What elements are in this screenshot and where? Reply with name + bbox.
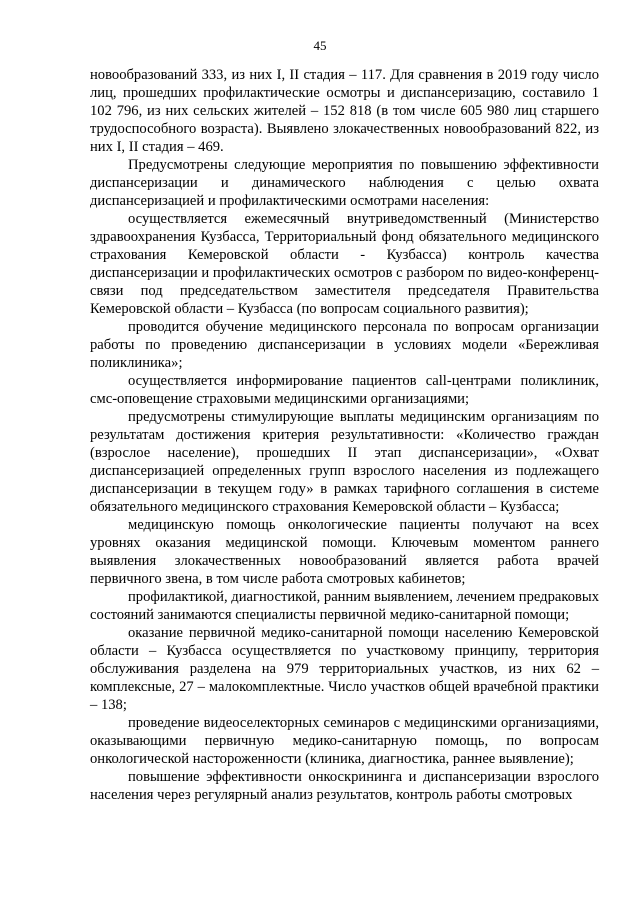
paragraph: проведение видеоселекторных семинаров с медицинскими организациями, оказывающими первичную медико-санитарную помощь, по вопросам онкологической настороженности (клиника, диагностика, раннее выявление); — [90, 715, 599, 767]
paragraph: повышение эффективности онкоскрининга и диспансеризации взрослого населения через регулярный анализ результатов, контроль работы смотровых — [90, 769, 599, 803]
paragraph: предусмотрены стимулирующие выплаты медицинским организациям по результатам достижения критерия результативности: «Количество граждан (взрослое население), прошедших II этап диспансеризации», «Охват диспансеризацией определенных групп взрослого населения из подлежащего диспансеризации в текущем году» в рамках тарифного соглашения в системе обязательного медицинского страхования Кемеровской области – Кузбасса; — [90, 409, 599, 515]
paragraph: новообразований 333, из них I, II стадия – 117. Для сравнения в 2019 году число лиц, прошедших профилактические осмотры и диспансеризацию, составило 1 102 796, из них сельских жителей – 152 818 (в том числе 605 980 лиц старшего трудоспособного возраста). Выявлено злокачественных новообразований 822, из них I, II стадия – 469. — [90, 67, 599, 155]
page-number: 45 — [313, 38, 327, 53]
paragraph: осуществляется информирование пациентов call-центрами поликлиник, смс-оповещение страховыми медицинскими организациями; — [90, 373, 599, 407]
paragraph: медицинскую помощь онкологические пациенты получают на всех уровнях оказания медицинской помощи. Ключевым моментом раннего выявления злокачественных новообразований является работа врачей первичного звена, в том числе работа смотровых кабинетов; — [90, 517, 599, 587]
paragraph: осуществляется ежемесячный внутриведомственный (Министерство здравоохранения Кузбасса, Территориальный фонд обязательного медицинского страхования Кемеровской области - Кузбасса) контроль качества диспансеризации и профилактических осмотров с разбором по видео-конференц-связи под председательством заместителя председателя Правительства Кемеровской области – Кузбасса (по вопросам социального развития); — [90, 211, 599, 317]
paragraph: оказание первичной медико-санитарной помощи населению Кемеровской области – Кузбасса осуществляется по участковому принципу, территория обслуживания разделена на 979 территориальных участков, из них 62 – комплексные, 27 – малокомплектные. Число участков общей врачебной практики – 138; — [90, 625, 599, 713]
paragraph: проводится обучение медицинского персонала по вопросам организации работы по проведению диспансеризации в условиях модели «Бережливая поликлиника»; — [90, 319, 599, 371]
paragraph: Предусмотрены следующие мероприятия по повышению эффективности диспансеризации и динамического наблюдения с целью охвата диспансеризацией и профилактическими осмотрами населения: — [90, 157, 599, 209]
paragraph: профилактикой, диагностикой, ранним выявлением, лечением предраковых состояний занимаются специалисты первичной медико-санитарной помощи; — [90, 589, 599, 623]
document-body — [90, 66, 599, 804]
